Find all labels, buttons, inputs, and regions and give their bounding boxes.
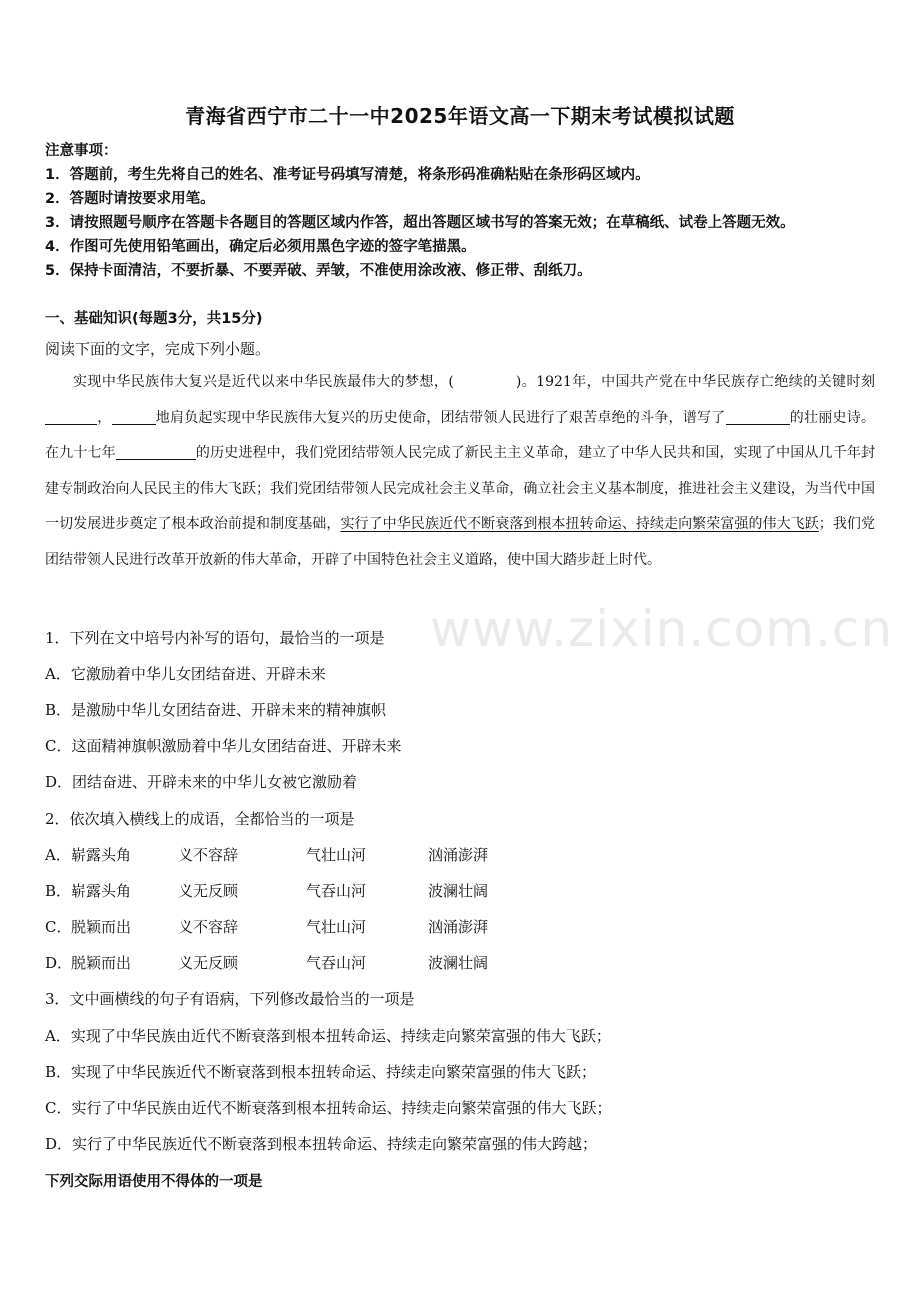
question-3-option-d: D．实行了中华民族近代不断衰落到根本扭转命运、持续走向繁荣富强的伟大跨越； (45, 1135, 598, 1153)
notice-item: 3．请按照题号顺序在答题卡各题目的答题区域内作答，超出答题区域书写的答案无效；在草稿纸、试卷上答题无效。 (45, 215, 795, 231)
reading-passage: 实现中华民族伟大复兴是近代以来中华民族最伟大的梦想，( )。1921年，中国共产党在中华民族存亡绝续的关键时刻， 地肩负起实现中华民族伟大复兴的历史使命，团结带领人民进行了艰苦卓绝的斗争，谱写了 的壮丽史诗。在九十七年 的历史进程中，我们党团结带领人民完成了新民主主义革命，建立了中华人民共和国，实现了中国从几千年封建专制政治向人民民主的伟大飞跃；我们党团结带领人民完成社会主义革命，确立社会主义基本制度，推进社会主义建设，为当代中国一切发展进步奠定了根本政治前提和制度基础，实行了中华民族近代不断衰落到根本扭转命运、持续走向繁荣富强的伟大飞跃；我们党团结带领人民进行改革开放新的伟大革命，开辟了中国特色社会主义道路，使中国大踏步赶上时代。 (45, 374, 876, 568)
question-1-option-b: B．是激励中华儿女团结奋进、开辟未来的精神旗帜 (45, 701, 387, 719)
fill-blank (116, 441, 196, 460)
question-1-option-c: C．这面精神旗帜激励着中华儿女团结奋进、开辟未来 (45, 737, 402, 755)
question-1-option-a: A．它激励着中华儿女团结奋进、开辟未来 (45, 665, 326, 683)
question-1-stem: 1．下列在文中培号内补写的语句，最恰当的一项是 (45, 629, 385, 647)
fill-blank (112, 406, 156, 425)
question-3-option-c: C．实行了中华民族由近代不断衰落到根本扭转命运、持续走向繁荣富强的伟大飞跃； (45, 1099, 612, 1117)
question-4-stem: 下列交际用语使用不得体的一项是 (45, 1174, 263, 1190)
question-3-option-a: A．实现了中华民族由近代不断衰落到根本扭转命运、持续走向繁荣富强的伟大飞跃； (45, 1027, 611, 1045)
notice-item: 4．作图可先使用铅笔画出，确定后必须用黑色字迹的签字笔描黑。 (45, 239, 476, 255)
section-heading: 一、基础知识(每题3分，共15分) (45, 311, 263, 327)
question-1-option-d: D．团结奋进、开辟未来的中华儿女被它激励着 (45, 773, 358, 791)
fill-blank (45, 406, 97, 425)
question-2-stem: 2．依次填入横线上的成语，全都恰当的一项是 (45, 810, 355, 828)
notice-heading: 注意事项： (45, 143, 118, 159)
question-2-option-b: B． 崭露头角 义无反顾 气吞山河 波澜壮阔 (45, 882, 489, 900)
exam-title: 青海省西宁市二十一中2025年语文高一下期末考试模拟试题 (185, 104, 735, 128)
notice-item: 5．保持卡面清洁，不要折暴、不要弄破、弄皱，不准使用涂改液、修正带、刮纸刀。 (45, 263, 592, 279)
watermark: www.zixin.com.cn (430, 600, 894, 658)
question-3-option-b: B．实现了中华民族近代不断衰落到根本扭转命运、持续走向繁荣富强的伟大飞跃； (45, 1063, 597, 1081)
notice-item: 2．答题时请按要求用笔。 (45, 191, 215, 207)
fill-blank (726, 406, 790, 425)
underlined-sentence: 实行了中华民族近代不断衰落到根本扭转命运、持续走向繁荣富强的伟大飞跃 (340, 516, 819, 532)
reading-instruction: 阅读下面的文字，完成下列小题。 (45, 340, 271, 358)
question-2-option-c: C． 脱颖而出 义不容辞 气壮山河 汹涌澎湃 (45, 918, 489, 936)
question-3-stem: 3．文中画横线的句子有语病，下列修改最恰当的一项是 (45, 990, 415, 1008)
question-2-option-a: A． 崭露头角 义不容辞 气壮山河 汹涌澎湃 (45, 846, 489, 864)
notice-item: 1．答题前，考生先将自己的姓名、准考证号码填写清楚，将条形码准确粘贴在条形码区域内。 (45, 167, 650, 183)
question-2-option-d: D． 脱颖而出 义无反顾 气吞山河 波澜壮阔 (45, 954, 489, 972)
